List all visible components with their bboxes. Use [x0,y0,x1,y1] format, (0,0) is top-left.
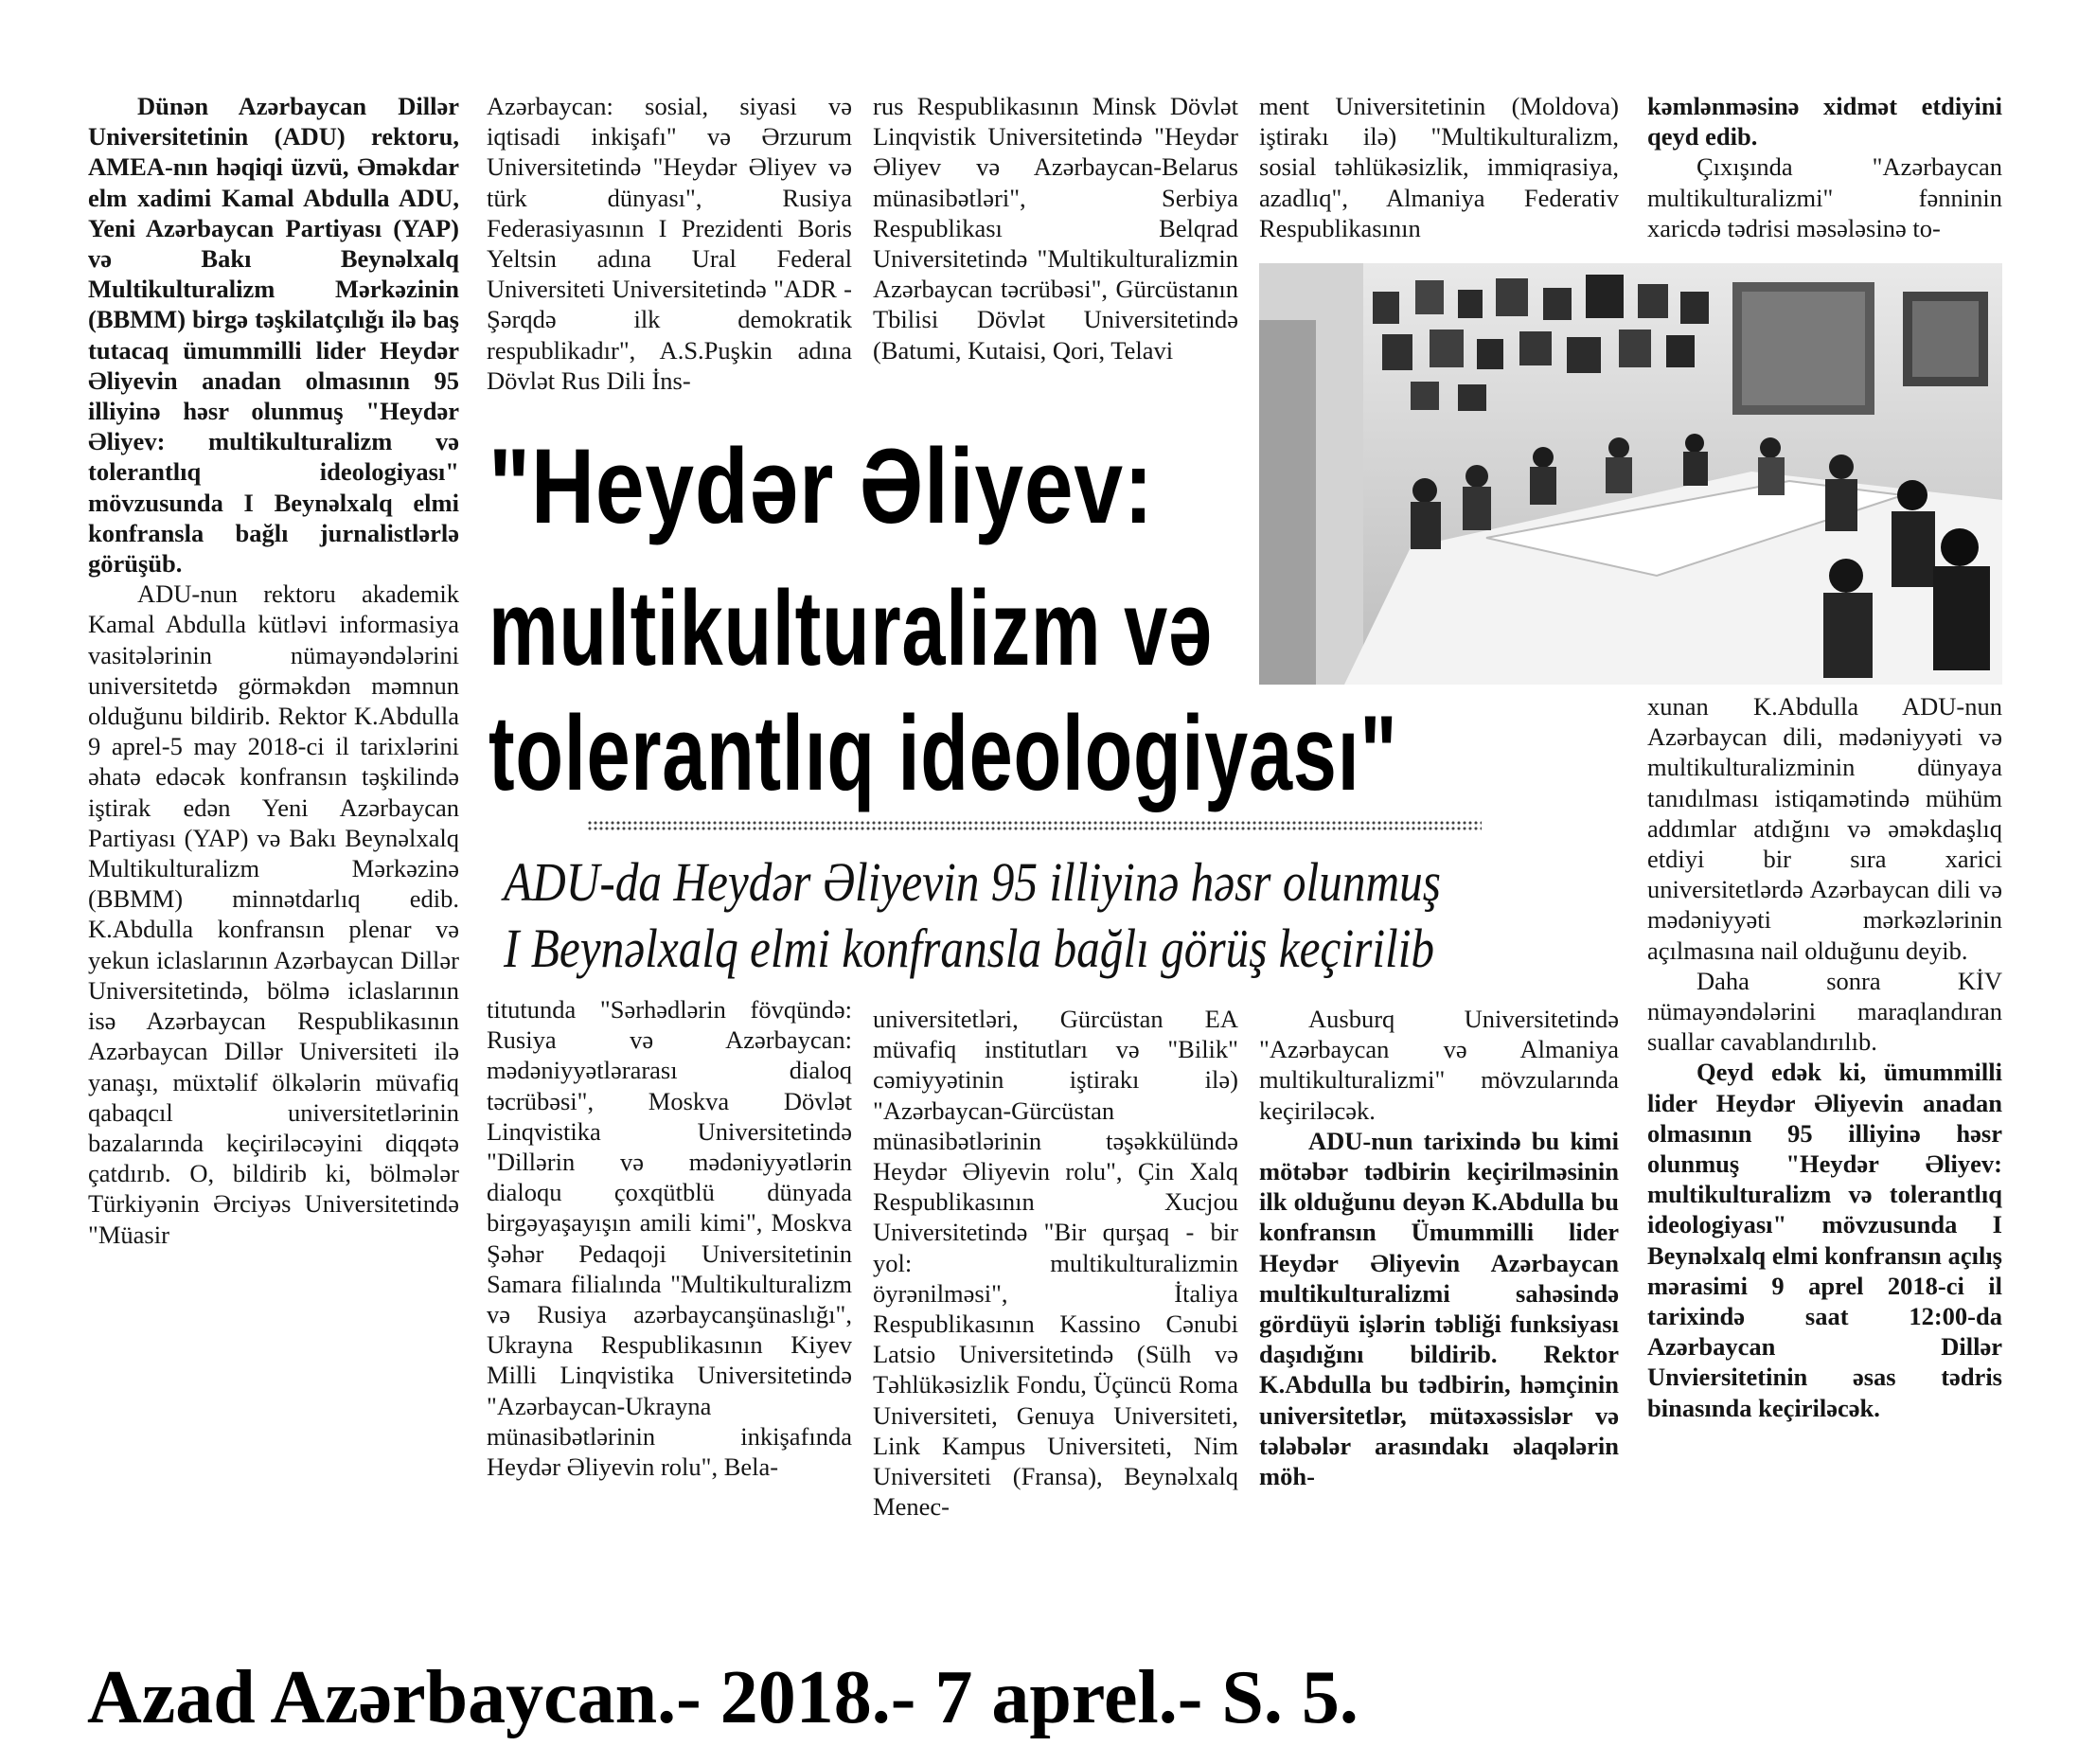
article-paragraph-bold: Qeyd edək ki, ümummilli lider Heydər Əliyevin anadan olmasının 95 illiyinə həsr olunmuş "Heydər Əliyev: multikulturalizm və tolerantlıq ideologiyası" mövzusunda I Beynəlxalq elmi konfransın açılış mərasimi 9 aprel 2018-ci il tarixində saat 12:00-da Azərbaycan Dillər Unviersitetinin əsas tədris binasında keçiriləcək. [1647,1058,2002,1422]
article-paragraph: ment Universitetinin (Moldova) iştirakı ilə) "Multikulturalizm, sosial təhlükəsizlik, immiqrasiya, azadlıq", Almaniya Federativ Respublikasının [1259,92,1619,242]
conference-room-photo [1259,263,2002,685]
article-column-3-top [873,91,1238,365]
article-paragraph: titutunda "Sərhədlərin fövqündə: Rusiya və Azərbaycan: mədəniyyətlərarası dialoq təcrübəsi", Moskva Dövlət Linqvistika Universitetində "Dillərin və mədəniyyətlərin dialoqu çoxqütblü dünyada birgəyaşayışın amili kimi", Moskva Şəhər Pedaqoji Universitetinin Samara filialında "Multikulturalizm və Rusiya azərbaycanşünaslığı", Ukrayna Respublikasının Kiyev Milli Linqvistika Universitetində "Azərbaycan-Ukrayna münasibətlərinin inkişafında Heydər Əliyevin rolu", Bela- [487,995,852,1482]
article-column-5-bottom [1647,691,2002,1423]
article-column-4-top [1259,91,1619,243]
article-paragraph: universitetləri, Gürcüstan EA müvafiq institutları və "Bilik" cəmiyyətinin iştirakı ilə) "Azərbaycan-Gürcüstan münasibətlərinin təşəkkülündə Heydər Əliyevin rolu", Çin Xalq Respublikasının Xucjou Universitetində "Bir qurşaq - bir yol: multikulturalizmin öyrənilməsi", İtaliya Respublikasının Kassino Cənubi Latsio Universitetində (Sülh və Təhlükəsizlik Fondu, Üçüncü Roma Universiteti, Genuya Universiteti, Link Kampus Universiteti, Nim Universiteti (Fransa), Beynəlxalq Menec- [873,1005,1238,1522]
article-paragraph-bold: ADU-nun tarixində bu kimi mötəbər tədbirin keçirilməsinin ilk olduğunu deyən K.Abdulla bu konfransın Ümummilli lider Heydər Əliyevin Azərbaycan multikulturalizmi sahəsində gördüyü işlərin təbliği funksiyası daşıdığını bildirib. Rektor K.Abdulla bu tədbirin, həmçinin universitetlər, mütəxəssislər və tələbələr arasındakı əlaqələrin möh- [1259,1126,1619,1491]
article-column-2-bottom [487,994,852,1482]
article-column-5-top [1647,91,2002,243]
headline-line-3: tolerantlıq ideologiyası" [488,694,1398,812]
article-paragraph: Azərbaycan: sosial, siyasi və iqtisadi inkişafı" və Ərzurum Universitetində "Heydər Əliyev və türk dünyası", Rusiya Federasiyasının I Prezidenti Boris Yeltsin adına Ural Federal Universiteti Universitetində "ADR - Şərqdə ilk demokratik respublikadır", A.S.Puşkin adına Dövlət Rus Dili İns- [487,92,852,395]
article-paragraph: ADU-nun rektoru akademik Kamal Abdulla kütləvi informasiya vasitələrinin nümayəndələrini universitetdə görməkdən məmnun olduğunu bildirib. Rektor K.Abdulla 9 aprel-5 may 2018-ci il tarixlərini əhatə edəcək konfransın təşkilində iştirak edən Yeni Azərbaycan Partiyası (YAP) və Bakı Beynəlxalq Multikulturalizm Mərkəzinə (BBMM) minnətdarlıq edib. K.Abdulla konfransın plenar və yekun iclaslarının Azərbaycan Dillər Universitetində, bölmə iclaslarının isə Azərbaycan Respublikasının Azərbaycan Dillər Universiteti ilə yanaşı, müxtəlif ölkələrin müvafiq qabaqcıl universitetlərinin bazalarında keçiriləcəyini diqqətə çatdırıb. O, bildirib ki, bölmələr Türkiyənin Ərciyəs Universitetində "Müasir [88,579,459,1249]
article-column-1 [88,91,459,1250]
article-paragraph-bold: kəmlənməsinə xidmət etdiyini qeyd edib. [1647,92,2002,151]
subheadline-line-2: I Beynəlxalq elmi konfransla bağlı görüş keçirilib [504,918,1435,979]
article-paragraph: xunan K.Abdulla ADU-nun Azərbaycan dili, mədəniyyəti və multikulturalizminin dünyaya tanıdılması istiqamətində mühüm addımlar atdığını və əməkdaşlıq etdiyi bir sıra xarici universitetlərdə Azərbaycan dili və mədəniyyəti mərkəzlərinin açılmasına nail olduğunu deyib. [1647,692,2002,965]
article-paragraph: Çıxışında "Azərbaycan multikulturalizmi" fənninin xaricdə tədrisi məsələsinə to- [1647,152,2002,242]
article-column-3-bottom [873,1004,1238,1522]
article-paragraph: Daha sonra KİV nümayəndələrini maraqlandıran suallar cavablandırılıb. [1647,966,2002,1057]
article-column-2-top [487,91,852,396]
article-photo [1259,263,2002,685]
article-paragraph: rus Respublikasının Minsk Dövlət Linqvistik Universitetində "Heydər Əliyev və Azərbaycan-Belarus münasibətləri", Serbiya Respublikası Belqrad Universitetində "Multikulturalizmin Azərbaycan təcrübəsi", Gürcüstanın Tbilisi Dövlət Universitetində (Batumi, Kutaisi, Qori, Telavi [873,92,1238,365]
article-column-4-bottom [1259,1004,1619,1491]
article-lead-paragraph: Dünən Azərbaycan Dillər Universitetinin (ADU) rektoru, AMEA-nın həqiqi üzvü, Əməkdar elm xadimi Kamal Abdulla ADU, Yeni Azərbaycan Partiyası (YAP) və Bakı Beynəlxalq Multikulturalizm Mərkəzinin (BBMM) birgə təşkilatçılığı ilə baş tutacaq ümummilli lider Heydər Əliyevin anadan olmasının 95 illiyinə həsr olunmuş "Heydər Əliyev: multikulturalizm və tolerantlıq ideologiyası" mövzusunda I Beynəlxalq elmi konfransla bağlı jurnalistlərlə görüşüb. [88,92,459,579]
separator-line [587,820,1482,831]
article-paragraph: Ausburq Universitetində "Azərbaycan və Almaniya multikulturalizmi" mövzularında keçiriləcək. [1259,1005,1619,1125]
subheadline-line-1: ADU-da Heydər Əliyevin 95 illiyinə həsr olunmuş [504,851,1441,913]
source-citation: Azad Azərbaycan.- 2018.- 7 aprel.- S. 5. [87,1656,1359,1739]
headline-line-1: "Heydər Əliyev: [488,427,1154,545]
headline-line-2: multikulturalizm və [488,569,1213,687]
